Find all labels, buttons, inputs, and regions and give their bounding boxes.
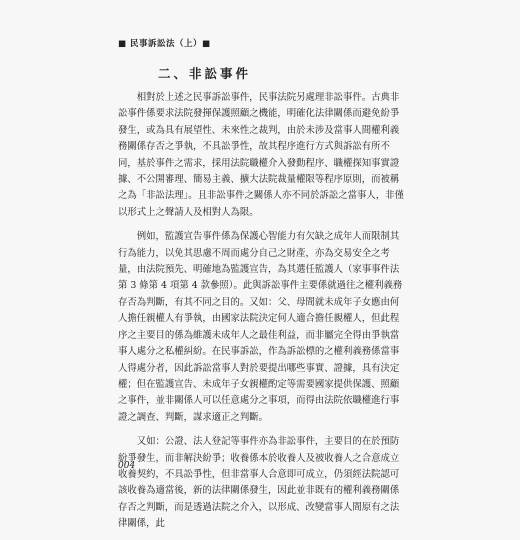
paragraph-3: 又如：公證、法人登記等事件亦為非訟事件，主要目的在於預防紛爭發生，而非解決紛爭；收養係本於收養人及被收養人之合意成立收養契約，不具訟爭性，但非當事人合意即可成立，仍須經法院認可該收養為適當後，新的法律關係發生，因此並非既有的權利義務關係存否之判斷，而是透過法院之介入，以形成、改變當事人間原有之法律關係，此 <box>118 436 400 530</box>
paragraph-1: 相對於上述之民事訴訟事件，民事法院另處理非訟事件。古典非訟事件係要求法院發揮保護照顧之機能，明確化法律關係而避免紛爭發生，或為具有展望性、未來性之裁判，由於未涉及當事人間權利義務關係存否之爭執，不具訟爭性，故其程序進行方式與訴訟有所不同，基於事件之需求，採用法院職權介入發動程序、職權探知事實證據、不公開審理、簡易主義、擴大法院裁量權限等程序原則，而被稱之為「非訟法理」。且非訟事件之關係人亦不同於訴訟之當事人，非僅以形式上之聲請人及相對人為限。 <box>118 92 404 218</box>
paragraph-2: 例如，監護宣告事件係為保護心智能力有欠缺之成年人而限制其行為能力，以免其思慮不周而處分自己之財產，亦為交易安全之考量，由法院預先、明確地為監護宣告，為其選任監護人（家事事件法第 3 條第 4 項第 4 款參照）。此與訴訟事件主要係就過往之權利義務存否為判斷，有其不同之目的。又如：父、母間就未成年子女應由何人擔任親權人有爭執，由國家法院決定何人適合擔任親權人，但此程序之主要目的係為維護未成年人之最佳利益，而非屬完全得由爭執當事人處分之私權糾紛。在民事訴訟，作為訴訟標的之權利義務係當事人得處分者，因此訴訟當事人對於要提出哪些事實、證據，具有決定權；但在監護宣告、未成年子女親權酌定等需要國家提供保護、照顧之事件，並非關係人可以任意處分之事項，而得由法院依職權進行事證之調查、判斷，謀求適正之判斷。 <box>118 231 403 423</box>
section-title: 二、非訟事件 <box>158 66 252 81</box>
body-text <box>118 90 408 540</box>
page-number: 004 <box>118 461 136 471</box>
running-header: ■ 民事訴訟法（上）■ <box>118 39 211 49</box>
